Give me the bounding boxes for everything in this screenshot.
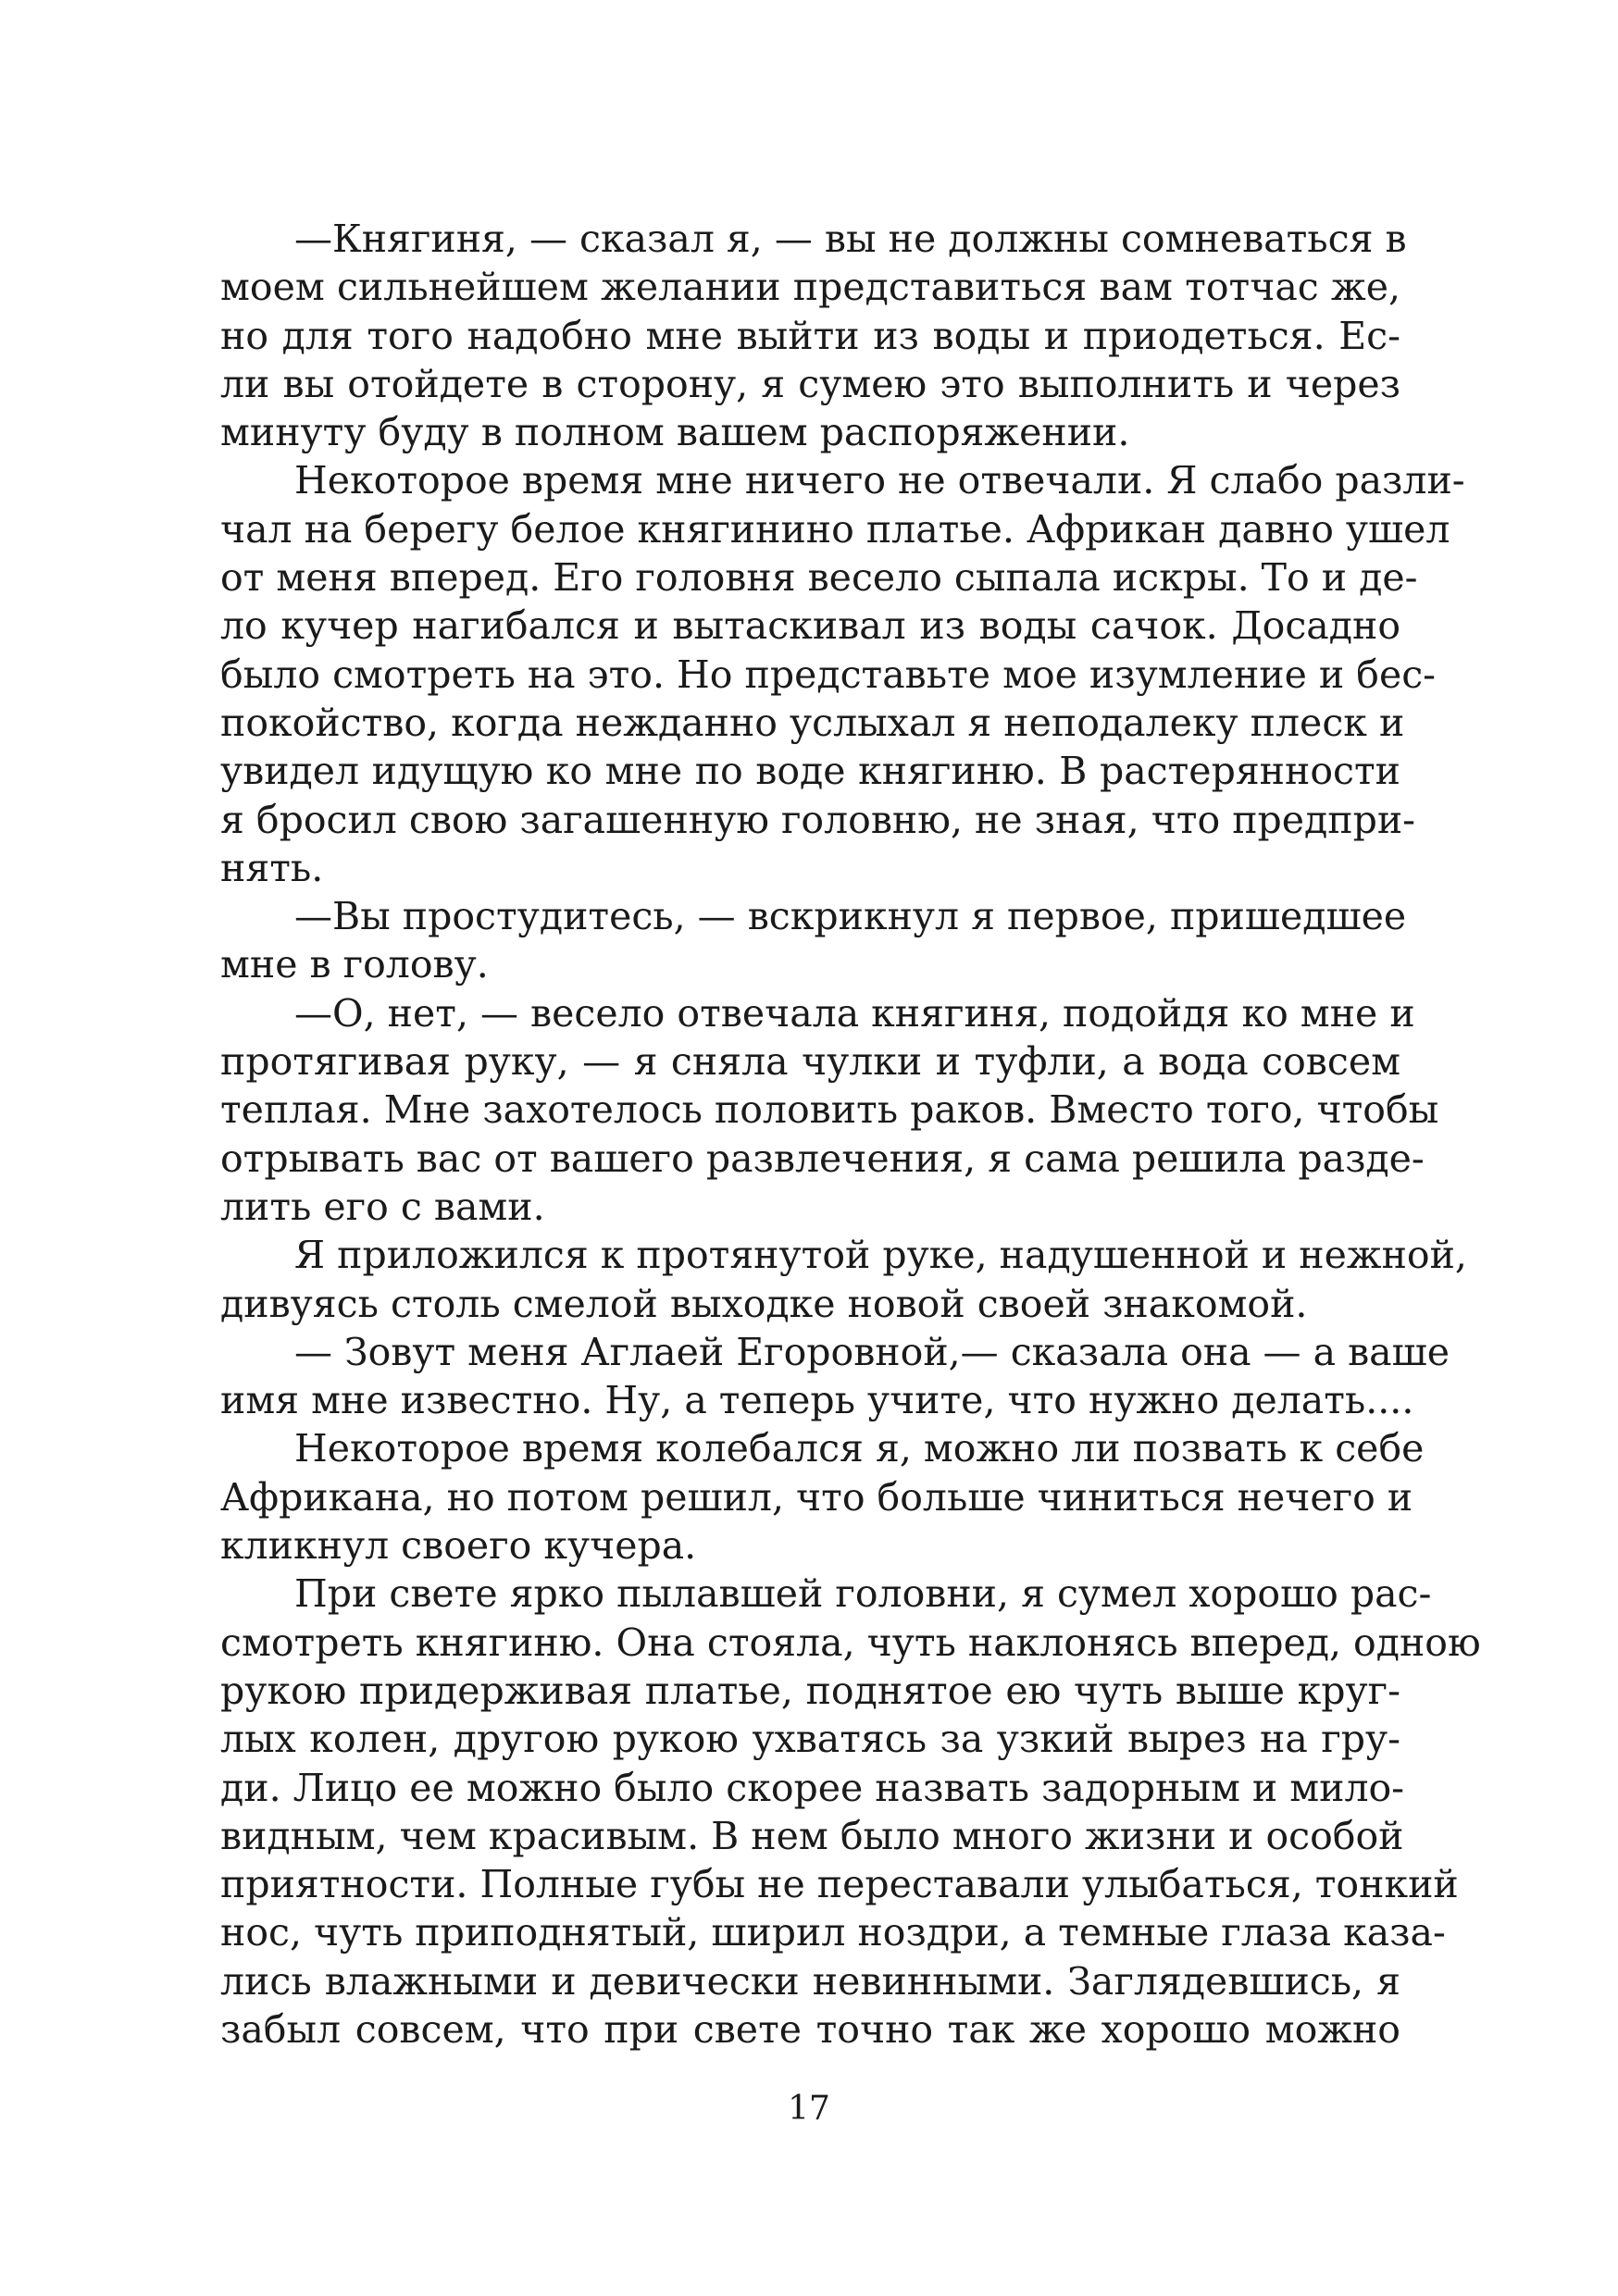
text-line: забыл совсем, что при свете точно так же хорошо можно (220, 2006, 1400, 2052)
text-line: —О, нет, — весело отвечала княгиня, подойдя ко мне и (294, 990, 1415, 1036)
text-line: лых колен, другою рукою ухватясь за узкий вырез на гру- (220, 1717, 1400, 1762)
text-line: отрывать вас от вашего развлечения, я сама решила разде- (220, 1136, 1425, 1181)
text-line: было смотреть на это. Но представьте мое изумление и бес- (220, 652, 1437, 697)
text-line: протягивая руку, — я сняла чулки и туфли, а вода совсем (220, 1039, 1400, 1085)
text-line: нос, чуть приподнятый, ширил ноздри, а темные глаза каза- (220, 1910, 1446, 1955)
text-line: смотреть княгиню. Она стояла, чуть наклонясь вперед, одною (220, 1620, 1481, 1665)
text-line: —Вы простудитесь, — вскрикнул я первое, пришедшее (294, 894, 1407, 939)
text-line: лить его с вами. (220, 1184, 545, 1229)
body-text (220, 215, 1481, 2054)
text-line: чал на берегу белое княгинино платье. Африкан давно ушел (220, 506, 1450, 552)
text-line: Я приложился к протянутой руке, надушенной и нежной, (294, 1233, 1467, 1278)
page-number: 17 (788, 2090, 830, 2128)
text-line: нять. (220, 845, 324, 890)
text-line: Некоторое время колебался я, можно ли позвать к себе (294, 1426, 1425, 1471)
text-line: увидел идущую ко мне по воде княгиню. В растерянности (220, 749, 1400, 794)
text-line: от меня вперед. Его головня весело сыпала искры. То и де- (220, 555, 1418, 601)
text-line: моем сильнейшем желании представиться вам тотчас же, (220, 265, 1400, 310)
text-line: мне в голову. (220, 942, 489, 987)
text-line: видным, чем красивым. В нем было много жизни и особой (220, 1813, 1404, 1858)
text-line: ло кучер нагибался и вытаскивал из воды сачок. Досадно (220, 603, 1400, 649)
text-line: ди. Лицо ее можно было скорее назвать задорным и мило- (220, 1765, 1405, 1810)
text-line: рукою придерживая платье, поднятое ею чуть выше круг- (220, 1668, 1400, 1713)
text-line: кликнул своего кучера. (220, 1523, 697, 1569)
text-line: покойство, когда нежданно услыхал я неподалеку плеск и (220, 700, 1405, 745)
text-line: При свете ярко пылавшей головни, я сумел хорошо рас- (294, 1571, 1432, 1617)
text-line: минуту буду в полном вашем распоряжении. (220, 410, 1130, 455)
text-line: я бросил свою загашенную головню, не зная, что предпри- (220, 797, 1416, 842)
text-line: лись влажными и девически невинными. Заглядевшись, я (220, 1958, 1400, 2004)
text-line: ли вы отойдете в сторону, я сумею это выполнить и через (220, 361, 1400, 406)
text-line: но для того надобно мне выйти из воды и приодеться. Ес- (220, 313, 1400, 358)
text-line: теплая. Мне захотелось половить раков. Вместо того, чтобы (220, 1087, 1439, 1133)
text-line: Некоторое время мне ничего не отвечали. Я слабо разли- (294, 458, 1465, 503)
text-line: Африкана, но потом решил, что больше чиниться нечего и (220, 1474, 1413, 1520)
text-line: приятности. Полные губы не переставали улыбаться, тонкий (220, 1862, 1459, 1907)
text-line: имя мне известно. Ну, а теперь учите, что нужно делать.... (220, 1378, 1414, 1423)
text-line: —Княгиня, — сказал я, — вы не должны сомневаться в (294, 217, 1407, 261)
text-line: — Зовут меня Аглаей Егоровной,— сказала она — а ваше (294, 1329, 1450, 1374)
text-line: дивуясь столь смелой выходке новой своей знакомой. (220, 1281, 1308, 1326)
